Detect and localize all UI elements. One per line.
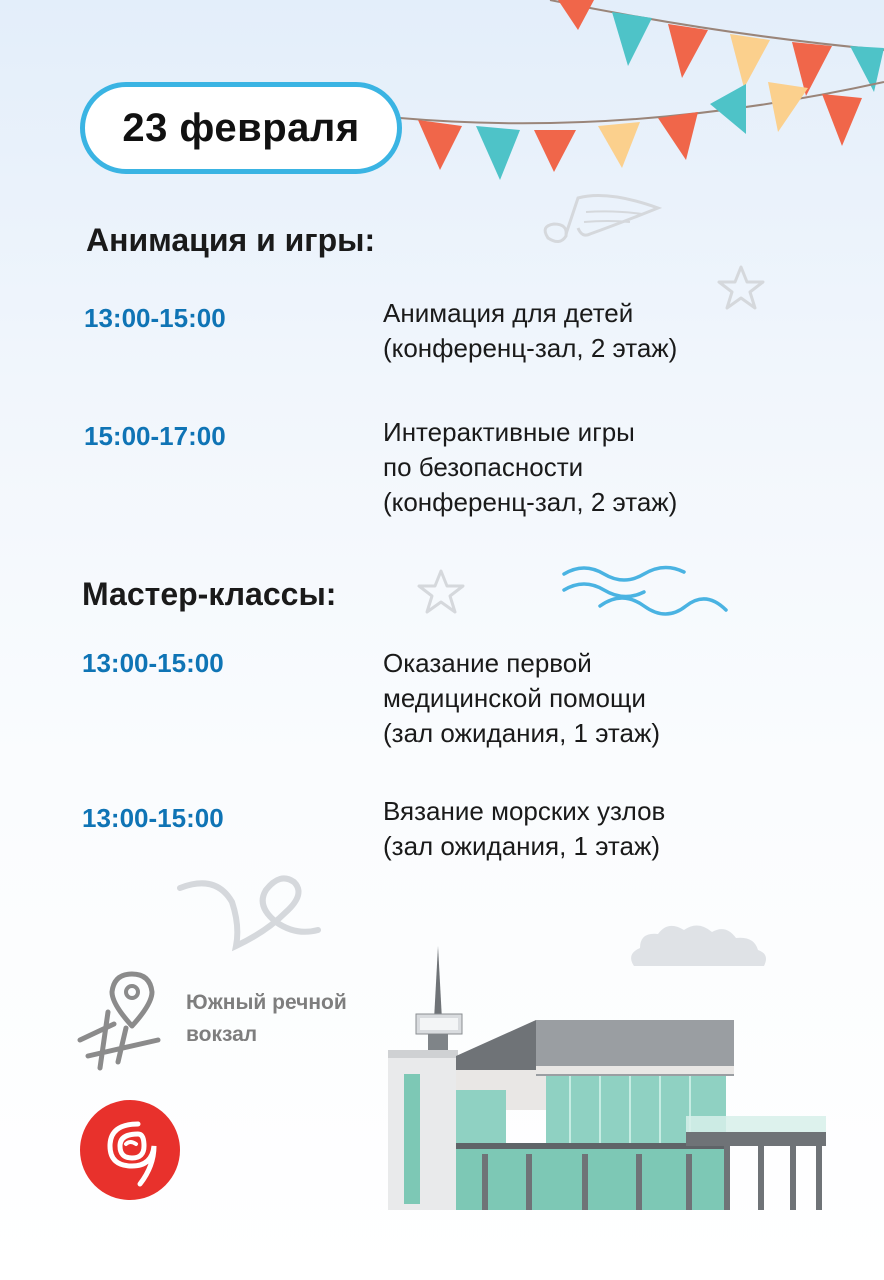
- flag-garland: [400, 0, 884, 200]
- event-time: 15:00-17:00: [84, 421, 226, 451]
- event-line: (зал ожидания, 1 этаж): [383, 718, 661, 748]
- event-description: [383, 646, 660, 751]
- star-doodle-icon: [416, 568, 466, 616]
- event-description: [383, 296, 677, 366]
- location-line: вокзал: [186, 1023, 258, 1046]
- event-description: [383, 415, 677, 520]
- heart-road-doodle-icon: [176, 872, 322, 952]
- event-time: 13:00-15:00: [82, 803, 224, 833]
- section-title-workshops: Мастер-классы:: [82, 576, 337, 612]
- event-line: Интерактивные игры: [383, 417, 635, 447]
- event-time: 13:00-15:00: [84, 303, 226, 333]
- location-name: [186, 987, 347, 1051]
- star-doodle-icon: [716, 264, 766, 312]
- river-station-building: [386, 940, 830, 1212]
- event-line: Оказание первой: [383, 648, 592, 678]
- brand-logo-icon: [80, 1100, 180, 1200]
- date-text: 23 февраля: [122, 105, 360, 150]
- event-line: (конференц-зал, 2 этаж): [383, 333, 678, 363]
- event-line: по безопасности: [383, 452, 584, 482]
- event-time: 13:00-15:00: [82, 648, 224, 678]
- map-pin-icon: [74, 970, 166, 1074]
- event-line: (зал ожидания, 1 этаж): [383, 831, 661, 861]
- event-line: медицинской помощи: [383, 683, 646, 713]
- section-title-animation: Анимация и игры:: [86, 222, 376, 258]
- event-description: [383, 794, 665, 864]
- date-badge: [80, 82, 402, 174]
- location-line: Южный речной: [186, 991, 347, 1014]
- event-line: Вязание морских узлов: [383, 796, 666, 826]
- event-line: Анимация для детей: [383, 298, 634, 328]
- wave-doodle-icon: [560, 560, 730, 622]
- event-line: (конференц-зал, 2 этаж): [383, 487, 678, 517]
- music-note-doodle-icon: [538, 188, 662, 250]
